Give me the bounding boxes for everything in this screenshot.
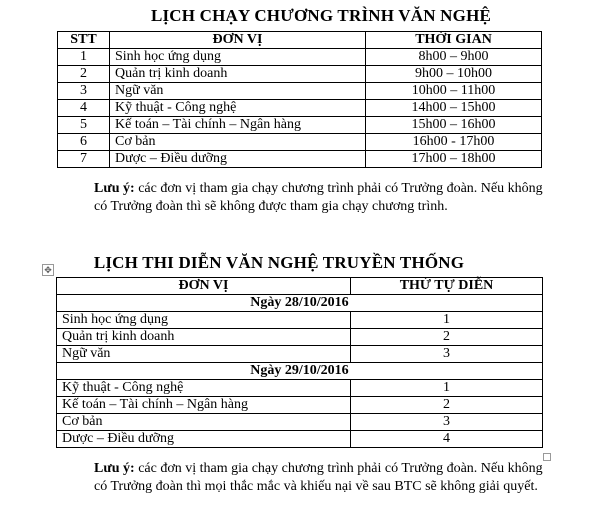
day-header-row — [57, 295, 543, 312]
note-label: Lưu ý: — [94, 181, 135, 196]
column-header-unit: ĐƠN VỊ — [57, 278, 351, 295]
table-row — [57, 312, 543, 329]
table-row — [57, 380, 543, 397]
table-row — [57, 346, 543, 363]
day-label: Ngày 28/10/2016 — [57, 295, 543, 312]
cell-unit: Kỹ thuật - Công nghệ — [110, 100, 366, 117]
cell-unit: Sinh học ứng dụng — [57, 312, 351, 329]
cell-order: 2 — [351, 397, 543, 414]
cell-unit: Cơ bản — [57, 414, 351, 431]
cell-unit: Quản trị kinh doanh — [57, 329, 351, 346]
column-header-time: THỜI GIAN — [366, 32, 542, 49]
performance-table — [56, 277, 543, 448]
cell-unit: Kỹ thuật - Công nghệ — [57, 380, 351, 397]
column-header-unit: ĐƠN VỊ — [110, 32, 366, 49]
cell-stt: 7 — [58, 151, 110, 168]
cell-stt: 6 — [58, 134, 110, 151]
table-header-row — [57, 278, 543, 295]
cell-order: 1 — [351, 380, 543, 397]
schedule-note — [94, 180, 554, 216]
schedule-table — [57, 31, 542, 168]
cell-time: 17h00 – 18h00 — [366, 151, 542, 168]
cell-order: 3 — [351, 414, 543, 431]
day-header-row — [57, 363, 543, 380]
cell-unit: Quản trị kinh doanh — [110, 66, 366, 83]
table-row — [58, 100, 542, 117]
note-text: các đơn vị tham gia chạy chương trình phải có Trưởng đoàn. Nếu không có Trưởng đoàn thì mọi thắc mắc và khiếu nại về sau BTC sẽ không giải quyết. — [94, 461, 543, 494]
table-row — [57, 431, 543, 448]
note-text: các đơn vị tham gia chạy chương trình phải có Trưởng đoàn. Nếu không có Trưởng đoàn thì sẽ không được tham gia chạy chương trình. — [94, 181, 543, 214]
table-row — [58, 49, 542, 66]
table-row — [58, 66, 542, 83]
cell-time: 8h00 – 9h00 — [366, 49, 542, 66]
cell-stt: 1 — [58, 49, 110, 66]
cell-unit: Cơ bản — [110, 134, 366, 151]
cell-stt: 3 — [58, 83, 110, 100]
cell-unit: Sinh học ứng dụng — [110, 49, 366, 66]
cell-unit: Ngữ văn — [57, 346, 351, 363]
cell-stt: 2 — [58, 66, 110, 83]
cell-time: 15h00 – 16h00 — [366, 117, 542, 134]
cell-order: 4 — [351, 431, 543, 448]
column-header-order: THỨ TỰ DIỄN — [351, 278, 543, 295]
cell-time: 9h00 – 10h00 — [366, 66, 542, 83]
table-row — [57, 414, 543, 431]
cell-order: 1 — [351, 312, 543, 329]
cell-unit: Ngữ văn — [110, 83, 366, 100]
column-header-stt: STT — [58, 32, 110, 49]
cell-time: 14h00 – 15h00 — [366, 100, 542, 117]
table-row — [58, 83, 542, 100]
cell-stt: 4 — [58, 100, 110, 117]
cell-time: 10h00 – 11h00 — [366, 83, 542, 100]
cell-stt: 5 — [58, 117, 110, 134]
table-row — [57, 397, 543, 414]
table-row — [57, 329, 543, 346]
table-row — [58, 134, 542, 151]
schedule-title: LỊCH CHẠY CHƯƠNG TRÌNH VĂN NGHỆ — [150, 6, 492, 25]
table-header-row — [58, 32, 542, 49]
cell-unit: Dược – Điều dưỡng — [110, 151, 366, 168]
cell-unit: Kế toán – Tài chính – Ngân hàng — [57, 397, 351, 414]
table-row — [58, 117, 542, 134]
table-row — [58, 151, 542, 168]
cell-unit: Kế toán – Tài chính – Ngân hàng — [110, 117, 366, 134]
cell-time: 16h00 - 17h00 — [366, 134, 542, 151]
performance-note — [94, 460, 554, 496]
note-label: Lưu ý: — [94, 461, 135, 476]
move-icon[interactable]: ✥ — [42, 264, 54, 276]
cell-unit: Dược – Điều dưỡng — [57, 431, 351, 448]
cell-order: 2 — [351, 329, 543, 346]
cell-order: 3 — [351, 346, 543, 363]
performance-title: LỊCH THI DIỄN VĂN NGHỆ TRUYỀN THỐNG — [93, 253, 465, 272]
day-label: Ngày 29/10/2016 — [57, 363, 543, 380]
